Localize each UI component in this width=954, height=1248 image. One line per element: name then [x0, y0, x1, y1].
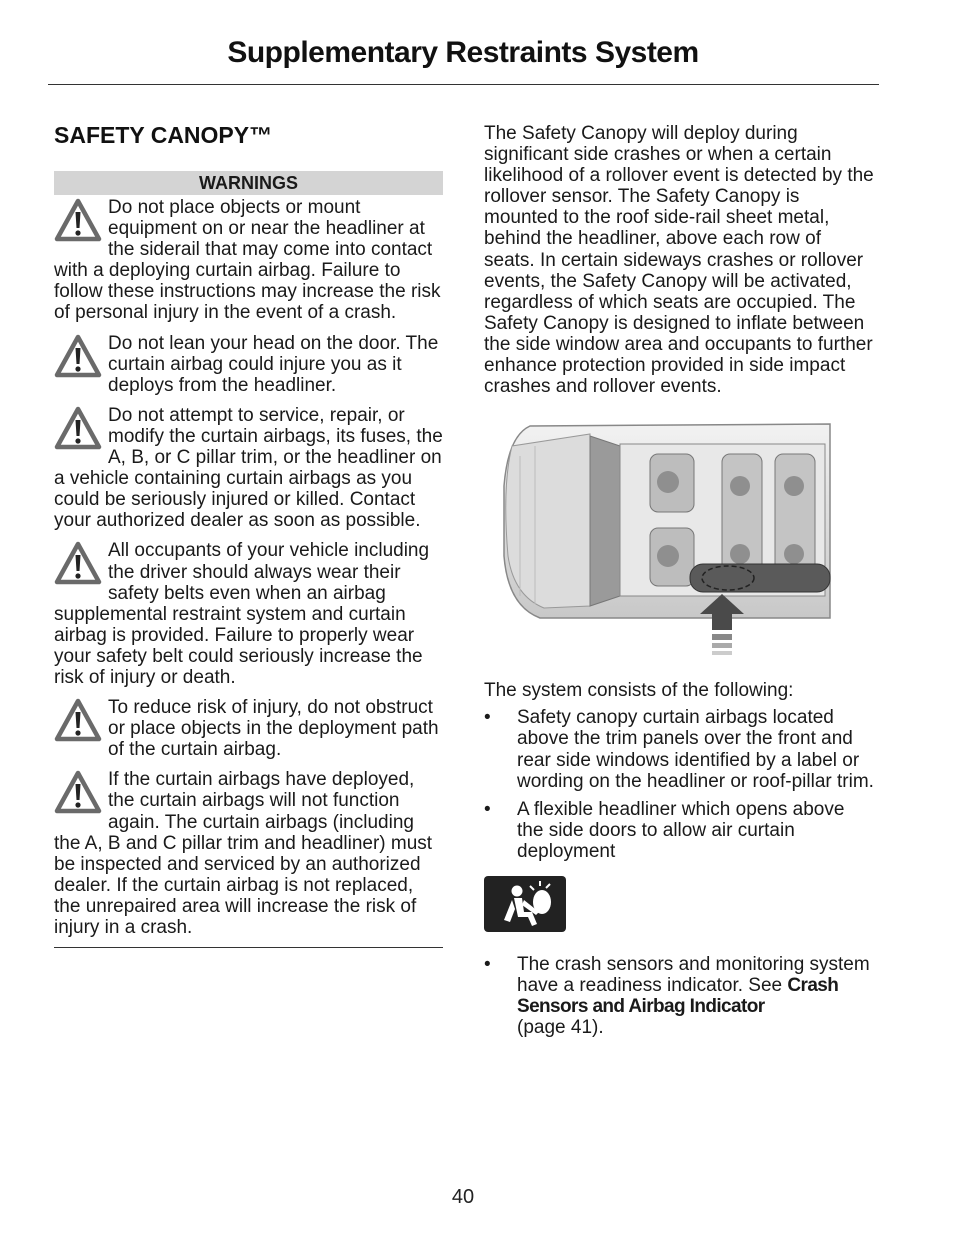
vehicle-overhead-illustration: [500, 406, 835, 658]
warning-text: If the curtain airbags have deployed, the curtain airbags will not function again. The curtain airbags (including the A, B and C pillar trim and headliner) must be inspected and serviced by an authorized dealer. If the curtain airbag is not replaced, the unrepaired area will increase the risk of injury in a crash.: [54, 769, 433, 938]
bullet-mark: •: [484, 953, 491, 975]
warning-item: [54, 405, 443, 532]
warning-item: [54, 769, 443, 938]
crash-sensors-link[interactable]: Crash Sensors and Airbag Indicator: [517, 975, 839, 1018]
warning-item: [54, 697, 443, 760]
bullet-mark: •: [484, 707, 491, 729]
list-item: [484, 707, 874, 791]
right-column: [484, 123, 874, 1045]
airbag-readiness-icon: [484, 876, 566, 932]
left-column: [54, 122, 443, 948]
indicator-list: [484, 954, 874, 1038]
warning-text: All occupants of your vehicle including the driver should always wear their safety belts even when an airbag supplemental restraint system and curtain airbag is provided. Failure to properly wear your safety belt could seriously increase the risk of injury or death.: [54, 540, 430, 688]
list-item-text: The crash sensors and monitoring system have a readiness indicator. See: [517, 953, 870, 997]
list-item: [484, 954, 874, 1038]
warning-item: [54, 540, 443, 688]
bullet-mark: •: [484, 798, 491, 820]
warning-triangle-icon: [54, 541, 102, 585]
warning-item: [54, 197, 443, 324]
warning-text: To reduce risk of injury, do not obstruct or place objects in the deployment path of the curtain airbag.: [108, 697, 439, 761]
warnings-header: WARNINGS: [54, 171, 443, 195]
warning-item: [54, 333, 443, 396]
list-item: [484, 799, 874, 862]
page-reference: (page 41).: [517, 1017, 604, 1039]
list-item-text: A flexible headliner which opens above the side doors to allow air curtain deployment: [517, 798, 845, 862]
warning-text: Do not lean your head on the door. The curtain airbag could injure you as it deploys from the headliner.: [108, 332, 439, 396]
page-number: 40: [451, 1186, 475, 1208]
warning-triangle-icon: [54, 334, 102, 378]
warning-triangle-icon: [54, 770, 102, 814]
components-list: [484, 707, 874, 862]
warnings-end-divider: [54, 947, 443, 948]
warning-triangle-icon: [54, 198, 102, 242]
intro-paragraph: The Safety Canopy will deploy during significant side crashes or when a certain likelihood of a rollover event is detected by the rollover sensor. The Safety Canopy is mounted to the roof side-rail sheet metal, behind the headliner, above each row of seats. In certain sideways crashes or rollover events, the Safety Canopy will be activated, regardless of which seats are occupied. The Safety Canopy is designed to inflate between the side window area and occupants to further enhance protection provided in side impact crashes and rollover events.: [484, 123, 874, 398]
title-divider: [48, 84, 879, 85]
list-item-text: Safety canopy curtain airbags located above the trim panels over the front and rear side windows identified by a label or wording on the headliner or roof-pillar trim.: [517, 707, 874, 792]
warning-text: Do not attempt to service, repair, or modify the curtain airbags, its fuses, the A, B, or C pillar trim, or the headliner on a vehicle containing curtain airbags as you could be seriously injured or killed. Contact your authorized dealer as soon as possible.: [54, 404, 443, 532]
consists-paragraph: The system consists of the following:: [484, 680, 794, 702]
section-title: SAFETY CANOPY™: [54, 122, 273, 148]
page-title: Supplementary Restraints System: [227, 36, 699, 69]
warning-triangle-icon: [54, 406, 102, 450]
warning-triangle-icon: [54, 698, 102, 742]
warning-text: Do not place objects or mount equipment on or near the headliner at the siderail that may come into contact with a deploying curtain airbag. Failure to follow these instructions may increase the risk of personal injury in the event of a crash.: [54, 197, 441, 324]
